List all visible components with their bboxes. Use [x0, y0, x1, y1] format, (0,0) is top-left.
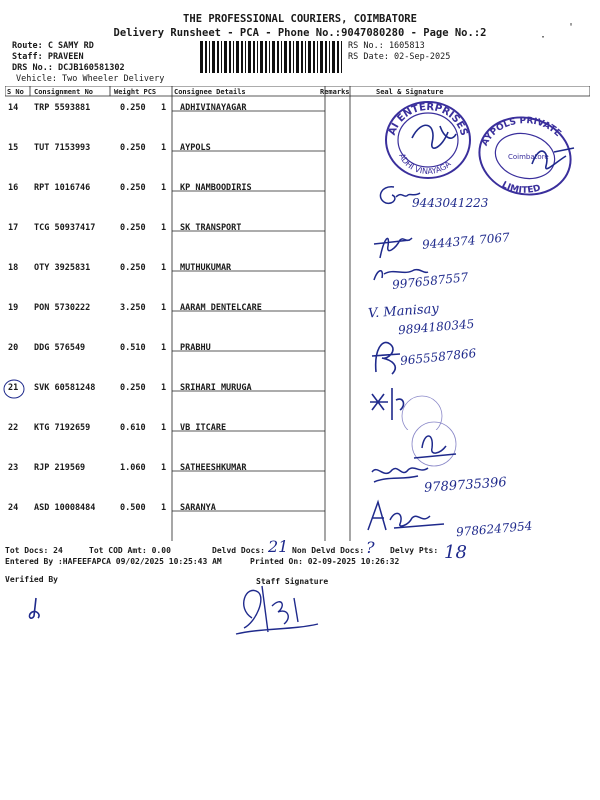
- barcode-bar: [301, 41, 303, 73]
- delivery-points-label: Delvy Pts:: [390, 546, 439, 555]
- barcode-bar: [289, 41, 291, 73]
- row-consignment: TRP 5593881: [34, 103, 91, 113]
- total-cod: Tot COD Amt: 0.00: [89, 546, 171, 555]
- staff: Staff: PRAVEEN: [12, 52, 84, 62]
- barcode-bar: [313, 41, 315, 73]
- barcode-bar: [217, 41, 219, 73]
- barcode-bar: [265, 41, 267, 73]
- table-row: [0, 459, 600, 499]
- staff-signature-label: Staff Signature: [256, 577, 329, 586]
- rs-date: RS Date: 02-Sep-2025: [348, 52, 451, 62]
- barcode-bar: [272, 41, 275, 73]
- verified-by-label: Verified By: [5, 575, 58, 584]
- row-sno: 14: [8, 103, 19, 113]
- row-consignee: MUTHUKUMAR: [180, 263, 232, 273]
- col-header-consignment: Consignment No: [34, 88, 94, 96]
- table-row: [0, 299, 600, 339]
- staff-signature: [232, 578, 322, 638]
- row-weight: 0.250: [120, 103, 146, 113]
- signature-row24: [364, 498, 454, 534]
- row-weight: 3.250: [120, 303, 146, 313]
- barcode-bar: [320, 41, 323, 73]
- row-sno: 24: [8, 503, 19, 513]
- barcode-bar: [337, 41, 339, 73]
- speck-mark: ·: [540, 32, 547, 43]
- row-weight: 0.510: [120, 343, 146, 353]
- row-consignee: SRIHARI MURUGA: [180, 383, 252, 393]
- barcode-bar: [325, 41, 327, 73]
- row-consignee: ADHIVINAYAGAR: [180, 103, 247, 113]
- svg-text:AYPOLS PRIVATE: [480, 116, 563, 148]
- row-pcs: 1: [161, 463, 167, 473]
- drs-number: DRS No.: DCJB160581302: [12, 63, 125, 73]
- barcode-bar: [241, 41, 243, 73]
- col-header-weight-pcs: Weight PCS: [114, 88, 157, 96]
- barcode-bar: [332, 41, 335, 73]
- printed-on: Printed On: 02-09-2025 10:26:32: [250, 557, 400, 566]
- barcode-bar: [224, 41, 227, 73]
- row-weight: 0.250: [120, 223, 146, 233]
- barcode-bar: [257, 41, 258, 73]
- row-sno: 16: [8, 183, 19, 193]
- row-pcs: 1: [161, 183, 167, 193]
- row-weight: 0.250: [120, 183, 146, 193]
- col-header-sno: S No: [7, 88, 24, 96]
- table-row: [0, 419, 600, 459]
- row-consignment: TUT 7153993: [34, 143, 91, 153]
- delivery-points-value: 18: [444, 542, 467, 563]
- row-weight: 0.250: [120, 263, 146, 273]
- row-pcs: 1: [161, 143, 167, 153]
- non-delivered-docs-label: Non Delvd Docs:: [292, 546, 365, 555]
- row-consignment: PON 5730222: [34, 303, 91, 313]
- row-consignment: ASD 10008484: [34, 503, 96, 513]
- row-pcs: 1: [161, 383, 167, 393]
- barcode-bar: [293, 41, 294, 73]
- rs-number: RS No.: 1605813: [348, 41, 425, 51]
- phone-row24: 9786247954: [455, 518, 533, 540]
- phone-row17: 9444374 7067: [421, 230, 511, 252]
- row-pcs: 1: [161, 343, 167, 353]
- barcode-bar: [212, 41, 215, 73]
- col-header-consignee: Consignee Details: [174, 88, 246, 96]
- row-consignee: SARANYA: [180, 503, 216, 513]
- name-row19: V. Manisay: [367, 301, 440, 322]
- barcode-bar: [236, 41, 239, 73]
- verifier-signature: [24, 594, 48, 622]
- runsheet-subtitle: Delivery Runsheet - PCA - Phone No.:9047080280 - Page No.:2: [113, 27, 487, 39]
- phone-row16: 9443041223: [412, 196, 489, 210]
- barcode-bar: [209, 41, 210, 73]
- row-sno: 18: [8, 263, 19, 273]
- row-sno: 21: [8, 383, 19, 393]
- delivered-docs-label: Delvd Docs:: [212, 546, 265, 555]
- barcode-bar: [281, 41, 282, 73]
- barcode-bar: [269, 41, 270, 73]
- row-consignment: OTY 3925831: [34, 263, 91, 273]
- phone-row23: 9789735396: [423, 475, 508, 496]
- row-consignee: SK TRANSPORT: [180, 223, 242, 233]
- row-sno: 23: [8, 463, 19, 473]
- row-weight: 0.250: [120, 383, 146, 393]
- row-sno: 15: [8, 143, 19, 153]
- aypols-seal-stamp: [470, 112, 580, 200]
- svg-text:LIMITED: [500, 180, 542, 196]
- barcode-bar: [341, 41, 342, 73]
- row-consignee: VB ITCARE: [180, 423, 227, 433]
- row-consignee: AYPOLS: [180, 143, 211, 153]
- stamp1-top-text: AI ENTERPRISES: [386, 101, 470, 138]
- row-consignee: KP NAMBOODIRIS: [180, 183, 252, 193]
- row-pcs: 1: [161, 503, 167, 513]
- row-consignee: PRABHU: [180, 343, 211, 353]
- table-row: [0, 339, 600, 379]
- barcode-bar: [317, 41, 318, 73]
- row-sno: 20: [8, 343, 19, 353]
- row-pcs: 1: [161, 263, 167, 273]
- col-header-seal: Seal & Signature: [376, 88, 444, 96]
- non-delivered-docs-value: ?: [366, 538, 375, 557]
- stamp2-top-text: AYPOLS PRIVATE: [480, 116, 563, 148]
- total-docs: Tot Docs: 24: [5, 546, 63, 555]
- row-consignment: RJP 219569: [34, 463, 86, 473]
- vehicle: Vehicle: Two Wheeler Delivery: [16, 74, 165, 84]
- barcode-bar: [296, 41, 299, 73]
- barcode-bar: [248, 41, 251, 73]
- phone-row19: 9894180345: [397, 316, 475, 338]
- row-pcs: 1: [161, 423, 167, 433]
- company-title: THE PROFESSIONAL COURIERS, COIMBATORE: [183, 13, 417, 25]
- col-header-remarks: Remarks: [320, 88, 350, 96]
- barcode-bar: [305, 41, 306, 73]
- row-weight: 1.060: [120, 463, 146, 473]
- phone-row18: 9976587557: [391, 270, 469, 292]
- barcode-bar: [200, 41, 203, 73]
- route: Route: C SAMY RD: [12, 41, 94, 51]
- row-consignee: SATHEESHKUMAR: [180, 463, 247, 473]
- row-sno: 17: [8, 223, 19, 233]
- barcode-bar: [253, 41, 255, 73]
- stamp2-bottom-text: LIMITED: [499, 180, 542, 196]
- barcode-bar: [233, 41, 234, 73]
- table-row: [0, 259, 600, 299]
- barcode-bar: [260, 41, 263, 73]
- signature-row17: [370, 228, 420, 262]
- barcode-bar: [329, 41, 330, 73]
- row-weight: 0.250: [120, 143, 146, 153]
- row-consignee: AARAM DENTELCARE: [180, 303, 262, 313]
- table-row: [0, 379, 600, 419]
- stamp2-center-text: Coimbatore: [508, 153, 549, 161]
- row-pcs: 1: [161, 303, 167, 313]
- row-sno: 22: [8, 423, 19, 433]
- barcode-bar: [221, 41, 222, 73]
- row-pcs: 1: [161, 103, 167, 113]
- phone-row20: 9655587866: [399, 346, 477, 368]
- barcode-bar: [277, 41, 279, 73]
- barcode-bar: [308, 41, 311, 73]
- barcode-bar: [229, 41, 231, 73]
- circle-mark: [2, 377, 26, 401]
- row-consignment: SVK 60581248: [34, 383, 96, 393]
- barcode: [200, 41, 344, 73]
- stamp1-bottom-text: ADHI VINAYAGA: [397, 152, 453, 177]
- barcode-bar: [205, 41, 207, 73]
- row-consignment: RPT 1016746: [34, 183, 91, 193]
- row-sno: 19: [8, 303, 19, 313]
- company-seal-stamp: [382, 98, 474, 180]
- speck-mark: ': [568, 22, 575, 33]
- entered-by: Entered By :HAFEEFAPCA 09/02/2025 10:25:43 AM: [5, 557, 222, 566]
- barcode-bar: [284, 41, 287, 73]
- row-consignment: KTG 7192659: [34, 423, 91, 433]
- row-weight: 0.610: [120, 423, 146, 433]
- row-consignment: DDG 576549: [34, 343, 86, 353]
- row-pcs: 1: [161, 223, 167, 233]
- row-consignment: TCG 50937417: [34, 223, 96, 233]
- barcode-bar: [245, 41, 246, 73]
- row-weight: 0.500: [120, 503, 146, 513]
- delivered-docs-value: 21: [268, 537, 289, 556]
